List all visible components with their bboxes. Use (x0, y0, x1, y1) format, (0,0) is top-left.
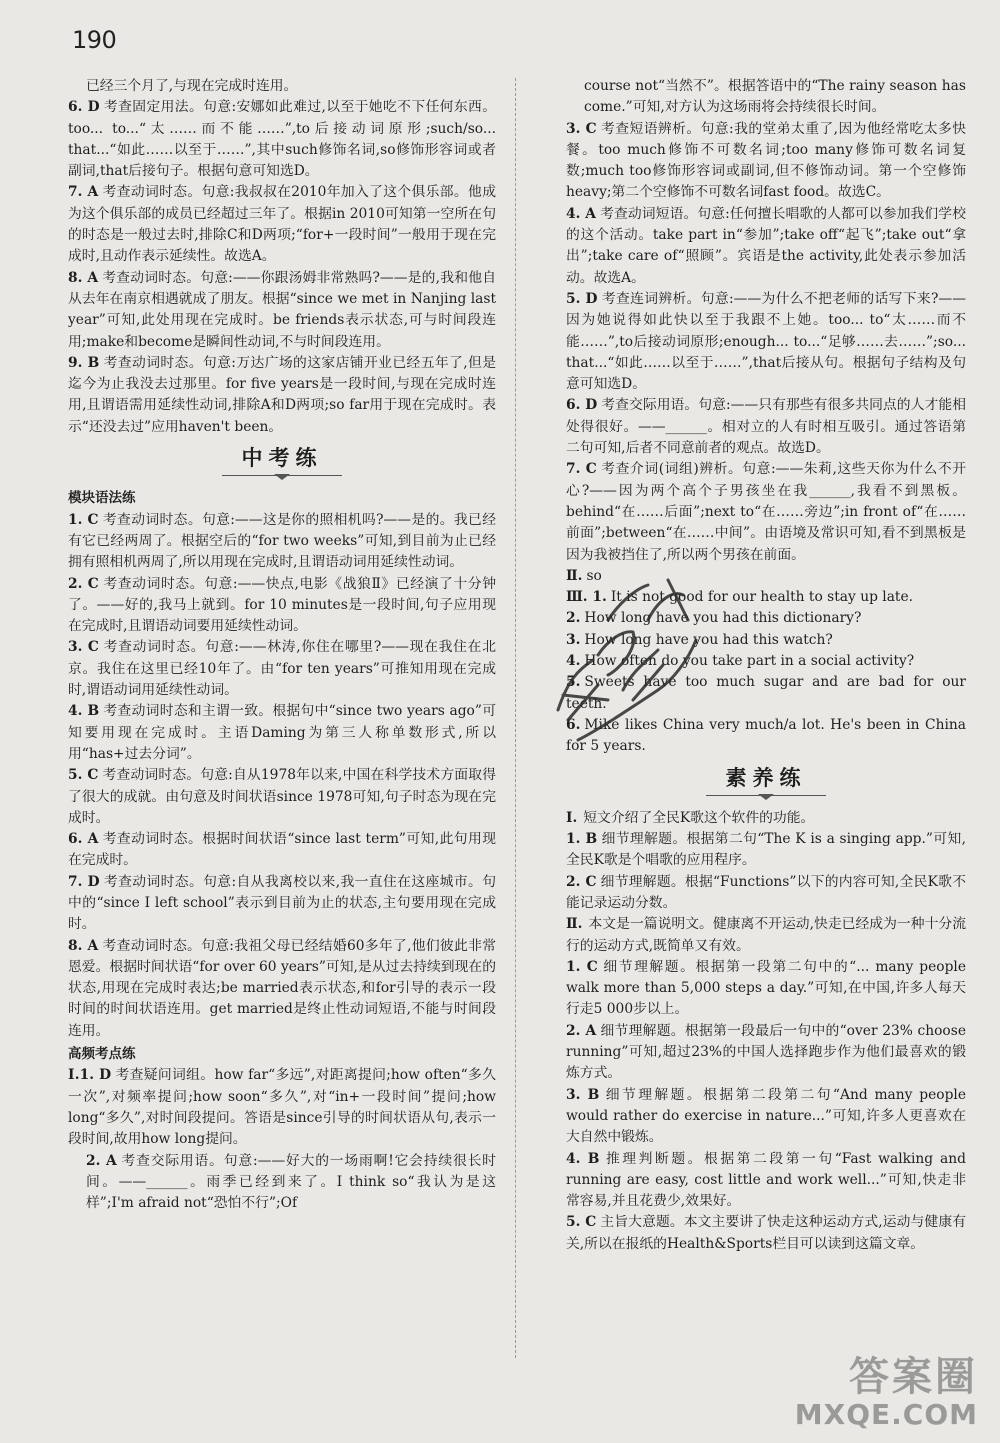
subsection-title-grammar: 模块语法练 (68, 490, 136, 507)
answer-item (68, 701, 496, 765)
left-column (68, 76, 496, 1214)
answer-item (68, 182, 496, 267)
item-number: 2. A (566, 1022, 597, 1039)
answer-item (68, 574, 496, 638)
item-text: 考查固定用法。句意:安娜如此难过,以至于她吃不下任何东西。too... to...“太……而不能……”,to后接动词原形;such/so... that...“如此……以至于……”,其中such修饰名词,so修饰形容词或者副词,that后接句子。根据句意可知选D。 (68, 99, 496, 180)
answer-item (68, 76, 496, 97)
item-text: 考查动词时态。句意:我叔叔在2010年加入了这个俱乐部。他成为这个俱乐部的成员已经超过三年了。根据in 2010可知第一空所在句的时态是一般过去时,排除C和D两项;“for+一段时间”一般用于现在完成时,且动作表示延续性。故选A。 (68, 184, 496, 265)
item-text: 考查动词时态和主谓一致。根据句中“since two years ago”可知要用现在完成时。主语Daming为第三人称单数形式,所以用“has+过去分词”。 (68, 703, 496, 762)
answer-item (566, 672, 966, 715)
item-text: 细节理解题。根据第二段第二句“And many people would rather do exercise in nature...”可知,许多人更喜欢在大自然中锻炼。 (566, 1086, 966, 1146)
item-text: 考查动词时态。句意:万达广场的这家店铺开业已经五年了,但是迄今为止我没去过那里。for five years是一段时间,与现在完成时连用,且谓语需用延续性动词,排除A和D两项;so far用于现在完成时。表示“还没去过”应用haven't been。 (68, 354, 496, 435)
item-text: Sweets have too much sugar and are bad for our teeth. (566, 674, 966, 712)
item-number: 6. D (566, 397, 598, 414)
answer-item (566, 957, 966, 1021)
answer-item (68, 353, 496, 438)
item-number: 2. (566, 610, 581, 627)
item-number: 8. A (68, 269, 99, 286)
item-text: 考查连词辨析。句意:——为什么不把老师的话写下来?——因为她说得如此快以至于我跟不上她。too... to“太……而不能……”,to后接动词原形;enough... to...“足够……去……”;so... that...“如此……以至于……”,that后接从句。根据句子结构及句意可知选D。 (566, 290, 966, 393)
item-number: 4. (566, 653, 581, 670)
item-number: 7. C (566, 461, 597, 478)
answer-list-part1 (566, 829, 966, 914)
item-text: 考查动词时态。句意:我祖父母已经结婚60多年了,他们彼此非常恩爱。根据时间状语“for over 60 years”可知,是从过去持续到现在的状态,用现在完成时表达;be married表示状态,和for引导的表示一段时间的时间状语连用。get married是终止性动词短语,不能与时间段连用。 (68, 937, 496, 1039)
answer-list-grammar (68, 510, 496, 1042)
item-number: Ⅱ. (566, 567, 583, 584)
item-number: 3. C (566, 120, 597, 137)
item-number: Ⅱ. (566, 916, 583, 933)
item-number: Ⅰ.1. D (68, 1067, 112, 1084)
answer-item (68, 268, 496, 353)
item-text: 考查动词时态。句意:自从1978年以来,中国在科学技术方面取得了很大的成就。由句意及时间状语since 1978可知,句子时态为现在完成时。 (68, 767, 496, 826)
item-text: 考查动词时态。句意:——林涛,你住在哪里?——现在我住在北京。我住在这里已经10年了。由“for ten years”可推知用现在完成时,谓语动词用延续性动词。 (68, 639, 496, 699)
subsection-title-frequent: 高频考点练 (68, 1046, 136, 1063)
answer-item (566, 872, 966, 915)
section-title-zhongkao (68, 448, 496, 476)
item-number: 2. A (86, 1152, 117, 1169)
answer-item (566, 76, 966, 119)
item-text: 考查动词时态。句意:自从我离校以来,我一直住在这座城市。句中的“since I left school”表示到目前为止的状态,主句要用现在完成时。 (68, 873, 496, 933)
item-number: 8. A (68, 937, 99, 954)
item-number: 3. (566, 631, 581, 648)
item-number: 9. B (68, 354, 100, 371)
answer-item (566, 715, 966, 758)
item-number: 4. B (566, 1150, 600, 1167)
section-title-text: 中考练 (241, 446, 323, 471)
item-number: 5. C (566, 1214, 597, 1231)
item-number: 6. (566, 716, 581, 733)
title-underline (222, 475, 342, 476)
answer-item (68, 872, 496, 936)
answer-item (566, 608, 966, 629)
item-number: 6. D (68, 99, 100, 116)
answer-item (68, 97, 496, 182)
item-text: Mike likes China very much/a lot. He's been in China for 5 years. (566, 716, 966, 755)
item-text: course not“当然不”。根据答语中的“The rainy season has come.”可知,对方认为这场雨将会持续很长时间。 (584, 78, 966, 116)
right-column (566, 76, 966, 1255)
item-text: It is not good for our health to stay up late. (610, 589, 914, 606)
page-number: 190 (72, 26, 117, 54)
item-text: so (586, 567, 602, 584)
item-text: 细节理解题。根据“Functions”以下的内容可知,全民K歌不能记录运动分数。 (566, 873, 966, 911)
answer-item (68, 637, 496, 701)
item-number: 7. D (68, 873, 100, 890)
answer-item (566, 1212, 966, 1255)
answer-item (68, 510, 496, 574)
item-number: 6. A (68, 831, 99, 848)
item-number: 1. C (566, 958, 598, 975)
watermark-logo (795, 1345, 978, 1431)
answer-item (566, 587, 966, 608)
item-number: 4. A (566, 205, 597, 222)
section-title-text: 素养练 (725, 765, 807, 790)
item-text: 考查动词短语。句意:任何擅长唱歌的人都可以参加我们学校的这个活动。take part in“参加”;take off“起飞”;take out“拿出”;take care of“照顾”。宾语是the activity,此处表示参加活动。故选A。 (566, 205, 966, 286)
part2-intro (566, 914, 966, 957)
item-text: 细节理解题。根据第一段第二句中的“... many people walk more than 5,000 steps a day.”可知,在中国,许多人每天行走5 000步以上。 (566, 958, 967, 1018)
part1-intro (566, 808, 966, 829)
item-number: 5. D (566, 290, 598, 307)
watermark-logo-text: 答案圈 (849, 1354, 978, 1400)
item-number: 5. C (68, 767, 99, 784)
item-text: 考查动词时态。句意:——你跟汤姆非常熟吗?——是的,我和他自从去年在南京相遇就成了朋友。根据“since we met in Nanjing last year”可知,此处用现在完成时。be friends表示状态,可与时间段连用;make和become是瞬间性动词,不与时间段连用。 (68, 269, 496, 350)
item-number: 3. B (566, 1086, 600, 1103)
item-text: How long have you had this dictionary? (584, 610, 862, 627)
item-number: Ⅰ. (566, 809, 578, 826)
item-text: 考查交际用语。句意:——好大的一场雨啊!它会持续很长时间。——______。雨季已经到来了。I think so“我认为是这样”;I'm afraid not“恐怕不行”;Of (86, 1152, 496, 1212)
answer-item (566, 1085, 966, 1149)
item-text: 考查动词时态。句意:——快点,电影《战狼Ⅱ》已经演了十分钟了。——好的,我马上就到。for 10 minutes是一段时间,句子应用现在完成时,且谓语动词要用延续性动词。 (68, 575, 497, 635)
item-number: 7. A (68, 184, 99, 201)
item-text: How long have you had this watch? (584, 631, 833, 648)
title-underline (706, 795, 826, 796)
answer-item (566, 1021, 966, 1085)
item-text: 考查动词时态。句意:——这是你的照相机吗?——是的。我已经有它已经两周了。根据空后的“for two weeks”可知,到目前为止已经拥有照相机两周了,所以用现在完成时,且谓语动词用延续性动词。 (68, 511, 497, 571)
answer-item (566, 459, 966, 565)
answer-item (566, 119, 966, 204)
answer-line-II (566, 566, 966, 587)
item-text: 已经三个月了,与现在完成时连用。 (86, 78, 298, 94)
answer-item (68, 1151, 496, 1215)
item-number: 5. (566, 674, 581, 691)
item-text: 考查动词时态。根据时间状语“since last term”可知,此句用现在完成时。 (68, 831, 496, 869)
answer-list-part2 (566, 957, 966, 1255)
item-text: 本文是一篇说明文。健康离不开运动,快走已经成为一种十分流行的运动方式,既简单又有效。 (566, 916, 967, 954)
item-text: 细节理解题。根据第一段最后一句中的“over 23% choose running”可知,超过23%的中国人选择跑步作为他们最喜欢的锻炼方式。 (566, 1022, 966, 1082)
answer-item (566, 651, 966, 672)
answer-item (566, 1149, 966, 1213)
item-text: 短文介绍了全民K歌这个软件的功能。 (583, 809, 815, 826)
answer-item (566, 829, 966, 872)
item-number: 2. C (566, 873, 597, 890)
answer-item (68, 765, 496, 829)
item-number: 1. C (68, 511, 99, 528)
answer-list-top (68, 76, 496, 438)
answer-item (68, 1065, 496, 1150)
item-text: 考查介词(词组)辨析。句意:——朱莉,这些天你为什么不开心?——因为两个高个子男孩坐在我______,我看不到黑板。behind“在……后面”;next to“在……旁边”;in front of“在……前面”;between“在……中间”。由语境及常识可知,看不到黑板是因为我被挡住了,所以两个男孩在前面。 (566, 461, 966, 563)
answer-list-III (566, 587, 966, 757)
answer-item (566, 204, 966, 289)
item-text: 考查短语辨析。句意:我的堂弟太重了,因为他经常吃太多快餐。too much修饰不可数名词;too many修饰可数名词复数;much too修饰形容词或副词,但不修饰动词。第一个空修饰heavy;第二个空修饰不可数名词fast food。故选C。 (566, 120, 967, 201)
item-text: 考查交际用语。句意:——只有那些有很多共同点的人才能相处得很好。——______。相对立的人有时相互吸引。通过答语第二句可知,后者不同意前者的观点。故选D。 (566, 397, 966, 457)
item-text: 细节理解题。根据第二句“The K is a singing app.”可知,全民K歌是个唱歌的应用程序。 (566, 831, 966, 869)
item-number: 1. B (566, 831, 598, 848)
item-number: 3. C (68, 639, 99, 656)
answer-item (566, 289, 966, 395)
column-divider (515, 78, 516, 1358)
item-text: 考查疑问词组。how far“多远”,对距离提问;how often“多久一次”,对频率提问;how soon“多久”,对“in+一段时间”提问;how long“多久”,对时间段提问。答语是since引导的时间状语从句,表示一段时间,故用how long提问。 (68, 1067, 496, 1148)
answer-item (68, 829, 496, 872)
item-text: 推理判断题。根据第二段第一句“Fast walking and running are easy, cost little and work well...”可知,快走非常容易,并且花费少,效果好。 (566, 1150, 966, 1210)
answer-item (566, 395, 966, 459)
section-title-suyang (566, 765, 966, 796)
answer-list-frequent (68, 1065, 496, 1214)
item-number: 2. C (68, 575, 99, 592)
answer-item (566, 630, 966, 651)
answer-list-top-right (566, 76, 966, 566)
watermark-url: MXQE.COM (794, 1398, 978, 1431)
item-number: 4. B (68, 703, 100, 720)
item-text: 主旨大意题。本文主要讲了快走这种运动方式,运动与健康有关,所以在报纸的Health&Sports栏目可以读到这篇文章。 (566, 1214, 967, 1252)
item-text: How often do you take part in a social activity? (584, 653, 915, 670)
item-number: Ⅲ. 1. (566, 589, 607, 606)
answer-item (68, 936, 496, 1042)
